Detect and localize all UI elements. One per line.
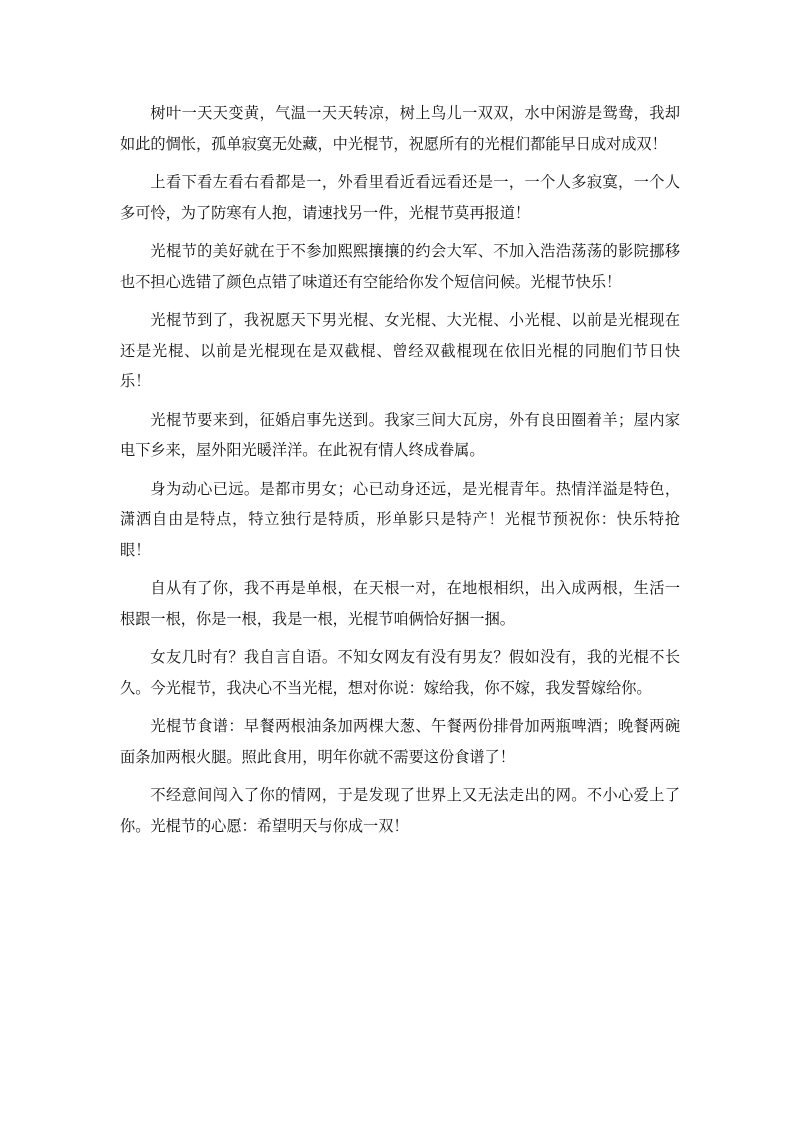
paragraph: 自从有了你，我不再是单根，在天根一对，在地根相织，出入成两根，生活一根跟一根，你是一根，我是一根，光棍节咱俩恰好捆一捆。 xyxy=(120,579,680,628)
document-body xyxy=(120,98,680,849)
paragraph: 光棍节要来到，征婚启事先送到。我家三间大瓦房，外有良田圈着羊；屋内家电下乡来，屋外阳光暖洋洋。在此祝有情人终成眷属。 xyxy=(120,410,680,459)
paragraph: 光棍节的美好就在于不参加熙熙攘攘的约会大军、不加入浩浩荡荡的影院挪移也不担心选错了颜色点错了味道还有空能给你发个短信问候。光棍节快乐！ xyxy=(120,242,680,291)
paragraph: 不经意间闯入了你的情网，于是发现了世界上又无法走出的网。不小心爱上了你。光棍节的心愿：希望明天与你成一双！ xyxy=(120,786,680,835)
paragraph: 光棍节到了，我祝愿天下男光棍、女光棍、大光棍、小光棍、以前是光棍现在还是光棍、以前是光棍现在是双截棍、曾经双截棍现在依旧光棍的同胞们节日快乐！ xyxy=(120,311,680,390)
paragraph: 上看下看左看右看都是一，外看里看近看远看还是一，一个人多寂寞，一个人多可怜，为了防寒有人抱，请速找另一件，光棍节莫再报道！ xyxy=(120,173,680,222)
paragraph: 树叶一天天变黄，气温一天天转凉，树上鸟儿一双双，水中闲游是鸳鸯，我却如此的惆怅，孤单寂寞无处藏，中光棍节，祝愿所有的光棍们都能早日成对成双！ xyxy=(120,104,680,153)
paragraph: 身为动心已远。是都市男女；心已动身还远，是光棍青年。热情洋溢是特色，潇洒自由是特点，特立独行是特质，形单影只是特产！光棍节预祝你：快乐特抢眼！ xyxy=(120,479,680,559)
paragraph: 女友几时有？我自言自语。不知女网友有没有男友？假如没有，我的光棍不长久。今光棍节，我决心不当光棍，想对你说：嫁给我，你不嫁，我发誓嫁给你。 xyxy=(120,648,680,697)
paragraph: 光棍节食谱：早餐两根油条加两棵大葱、午餐两份排骨加两瓶啤酒；晚餐两碗面条加两根火腿。照此食用，明年你就不需要这份食谱了！ xyxy=(120,717,680,766)
